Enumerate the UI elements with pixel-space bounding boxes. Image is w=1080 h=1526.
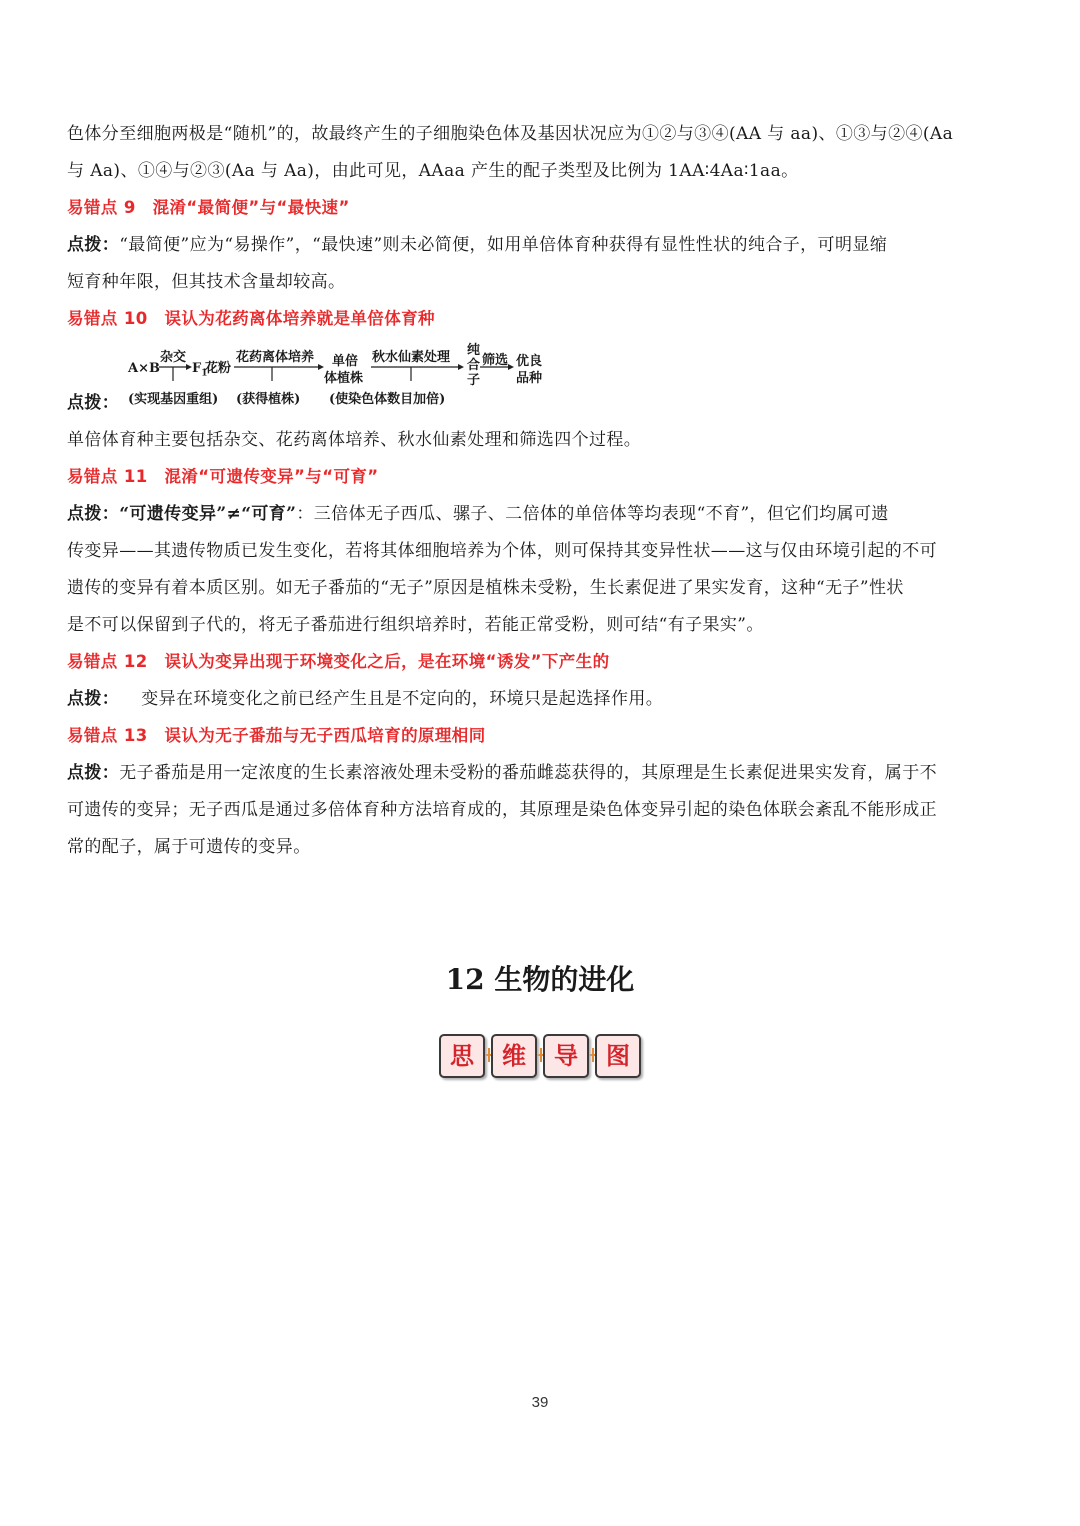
error-point-9-tip-cont: 短育种年限，但其技术含量却较高。 — [67, 272, 346, 292]
diagram-good-top: 优良 — [516, 354, 543, 369]
error-point-12-title: 易错点 12 误认为变异出现于环境变化之后，是在环境“诱发”下产生的 — [67, 652, 610, 671]
diagram-pure-1: 纯 — [467, 343, 481, 358]
error-point-9-tip — [67, 234, 1017, 256]
tip-text: ：三倍体无子西瓜、骡子、二倍体的单倍体等均表现“不育”，但它们均属可遗 — [296, 504, 889, 524]
diagram-step-anther-culture: 花药离体培养 — [236, 350, 315, 365]
tip-emphasis: “可遗传变异”≠“可育” — [119, 504, 297, 524]
page-number: 39 — [531, 1394, 549, 1411]
diagram-f1: $F_1$ — [192, 361, 208, 379]
diagram-step-cross: 杂交 — [160, 350, 187, 365]
mind-map-char: 维 — [491, 1034, 537, 1078]
error-point-13-tip-cont: 常的配子，属于可遗传的变异。 — [67, 837, 311, 857]
tip-text: “最简便”应为“易操作”，“最快速”则未必简便，如用单倍体育种获得有显性性状的纯合子，可明显缩 — [119, 235, 888, 255]
tip-label: 点拨： — [67, 689, 120, 709]
error-point-11-tip — [67, 503, 1017, 525]
chapter-title: 12 生物的进化 — [445, 963, 635, 996]
error-point-13-tip — [67, 762, 1017, 784]
diagram-note-1: (实现基因重组) — [128, 392, 219, 407]
diagram-step-screen: 筛选 — [482, 353, 509, 368]
diagram-good-bottom: 品种 — [516, 371, 543, 386]
diagram-note-2: (获得植株) — [236, 392, 301, 407]
mind-map-char: 图 — [595, 1034, 641, 1078]
diagram-note-3: (使染色体数目加倍) — [329, 392, 446, 407]
error-point-11-tip-cont: 传变异——其遗传物质已发生变化，若将其体细胞培养为个体，则可保持其变异性状——这与仅由环境引起的不可 — [67, 541, 937, 561]
error-point-13-tip-cont: 可遗传的变异；无子西瓜是通过多倍体育种方法培育成的，其原理是染色体变异引起的染色体联会紊乱不能形成正 — [67, 800, 937, 820]
diagram-pure-2: 合 — [467, 358, 481, 373]
error-point-10-title: 易错点 10 误认为花药离体培养就是单倍体育种 — [67, 309, 435, 328]
tip-label: 点拨： — [67, 504, 120, 524]
tip-text: 变异在环境变化之前已经产生且是不定向的，环境只是起选择作用。 — [141, 689, 664, 709]
error-point-12-tip — [67, 688, 1017, 710]
error-point-13-title: 易错点 13 误认为无子番茄与无子西瓜培育的原理相同 — [67, 726, 486, 745]
diagram-step-colchicine: 秋水仙素处理 — [372, 350, 451, 365]
haploid-breeding-diagram — [126, 343, 566, 410]
error-point-10-tip-text: 单倍体育种主要包括杂交、花药离体培养、秋水仙素处理和筛选四个过程。 — [67, 430, 642, 450]
tip-label: 点拨： — [67, 235, 120, 255]
mind-map-char: 导 — [543, 1034, 589, 1078]
mind-map-badge — [437, 1030, 642, 1080]
error-point-11-tip-cont: 是不可以保留到子代的，将无子番茄进行组织培养时，若能正常受粉，则可结“有子果实”。 — [67, 615, 764, 635]
tip-text: 无子番茄是用一定浓度的生长素溶液处理未受粉的番茄雌蕊获得的，其原理是生长素促进果实发育，属于不 — [119, 763, 938, 783]
tip-label: 点拨： — [67, 763, 120, 783]
diagram-pure-3: 子 — [467, 373, 481, 388]
diagram-start: A×B — [128, 361, 160, 376]
tip-label: 点拨： — [67, 393, 120, 413]
paragraph-line: 色体分至细胞两极是“随机”的，故最终产生的子细胞染色体及基因状况应为①②与③④(AA 与 aa)、①③与②④(Aa — [67, 124, 954, 144]
diagram-haploid-bottom: 体植株 — [324, 371, 364, 386]
diagram-haploid-top: 单倍 — [332, 354, 359, 369]
paragraph-line: 与 Aa)、①④与②③(Aa 与 Aa)，由此可见，AAaa 产生的配子类型及比例为 1AA∶4Aa∶1aa。 — [67, 161, 799, 181]
error-point-10-tip — [67, 392, 127, 414]
error-point-11-tip-cont: 遗传的变异有着本质区别。如无子番茄的“无子”原因是植株未受粉，生长素促进了果实发育，这种“无子”性状 — [67, 578, 904, 598]
mind-map-char: 思 — [439, 1034, 485, 1078]
diagram-pollen: 花粉 — [205, 361, 232, 376]
error-point-11-title: 易错点 11 混淆“可遗传变异”与“可育” — [67, 467, 379, 486]
error-point-9-title: 易错点 9 混淆“最简便”与“最快速” — [67, 198, 350, 217]
